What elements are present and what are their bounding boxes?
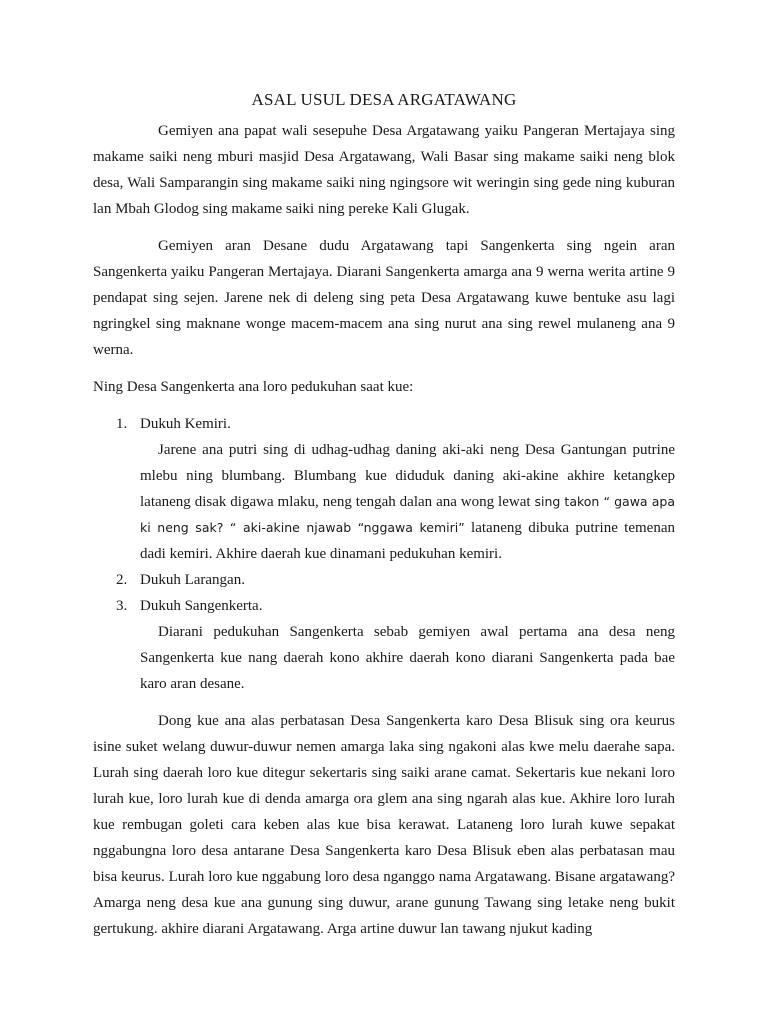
list-item [93, 411, 675, 567]
list-heading: Dukuh Kemiri. [140, 416, 231, 432]
text-segment-alt-font: sing takon “ gawa apa ki neng sak? “ aki-akine njawab “nggawa kemiri” [140, 494, 675, 535]
list-number: 3. [116, 598, 128, 614]
document-body [93, 118, 675, 942]
list-item-description [140, 437, 675, 567]
list-heading: Dukuh Larangan. [140, 572, 245, 588]
text-segment: Jarene ana putri sing di udhag-udhag daning aki-aki neng Desa Gantungan putrine mlebu ning blumbang. Blumbang kue diduduk daning aki-akine akhire ketangkep lataneng disak digawa mlaku, neng tengah dalan ana wong lewat [140, 442, 675, 510]
paragraph-wali: Gemiyen ana papat wali sesepuhe Desa Argatawang yaiku Pangeran Mertajaya sing makame saiki neng mburi masjid Desa Argatawang, Wali Basar sing makame saiki neng blok desa, Wali Samparangin sing makame saiki ning ngingsore wit weringin sing gede ning kuburan lan Mbah Glodog sing makame saiki ning pereke Kali Glugak. [93, 123, 675, 217]
list-number: 2. [116, 572, 128, 588]
paragraph-argatawang: Dong kue ana alas perbatasan Desa Sangenkerta karo Desa Blisuk sing ora keurus isine suket welang duwur-duwur nemen amarga laka sing ngakoni alas kwe melu daerahe sapa. Lurah sing daerah loro kue ditegur sekertaris sing saiki arane camat. Sekertaris kue nekani loro lurah kue, loro lurah kue di denda amarga ora glem ana sing ngarah alas kue. Akhire loro lurah kue rembugan goleti cara keben alas kue bisa kerawat. Lataneng loro lurah kuwe sepakat nggabungna loro desa antarane Desa Sangenkerta karo Desa Blisuk eben alas perbatasan mau bisa keurus. Lurah loro kue nggabung loro desa nganggo nama Argatawang. Bisane argatawang? Amarga neng desa kue ana gunung sing duwur, arane gunung Tawang sing letake neng bukit gertukung. akhire diarani Argatawang. Arga artine duwur lan tawang njukut kading [93, 713, 675, 937]
document-title: ASAL USUL DESA ARGATAWANG [251, 90, 517, 109]
list-item [93, 567, 675, 593]
list-item [93, 593, 675, 697]
list-heading: Dukuh Sangenkerta. [140, 598, 263, 614]
paragraph-sangenkerta: Gemiyen aran Desane dudu Argatawang tapi Sangenkerta sing ngein aran Sangenkerta yaiku Pangeran Mertajaya. Diarani Sangenkerta amarga ana 9 werna werita artine 9 pendapat sing sejen. Jarene nek di deleng sing peta Desa Argatawang kuwe bentuke asu lagi ngringkel sing maknane wonge macem-macem ana sing nurut ana sing rewel mulaneng ana 9 werna. [93, 238, 675, 358]
text-segment: lataneng dibuka putrine temenan dadi kemiri. Akhire daerah kue dinamani pedukuhan kemiri. [140, 520, 675, 562]
list-number: 1. [116, 416, 128, 432]
list-item-description: Diarani pedukuhan Sangenkerta sebab gemiyen awal pertama ana desa neng Sangenkerta kue nang daerah kono akhire daerah kono diarani Sangenkerta pada bae karo aran desane. [140, 624, 675, 692]
pedukuhan-list [93, 411, 675, 697]
paragraph-pedukuhan-intro: Ning Desa Sangenkerta ana loro pedukuhan saat kue: [93, 379, 414, 395]
